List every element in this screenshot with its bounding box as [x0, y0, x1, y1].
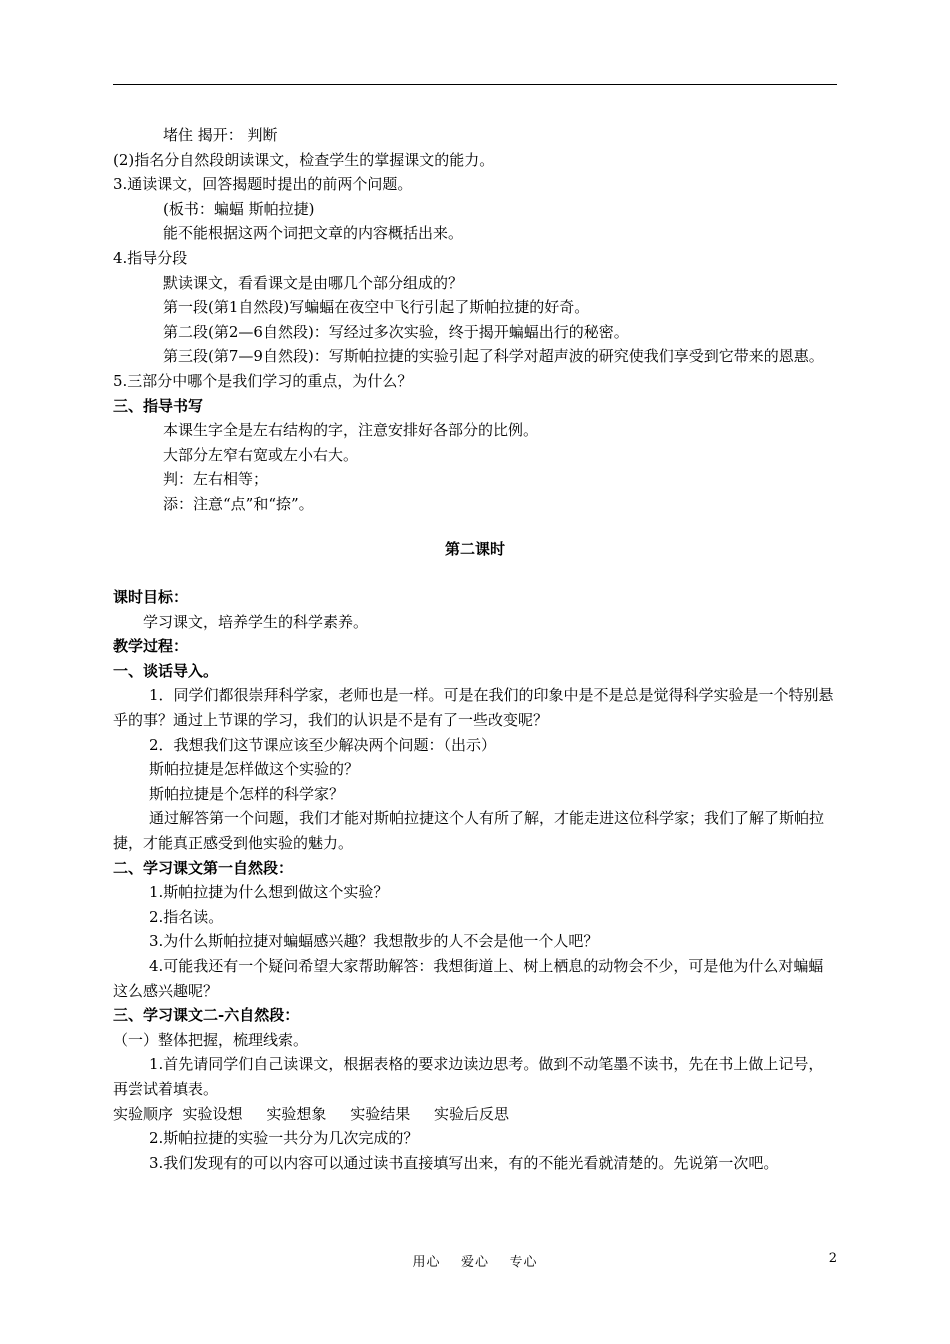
text-line: 学习课文，培养学生的科学素养。	[143, 612, 369, 631]
text-line: 斯帕拉捷是个怎样的科学家？	[149, 784, 345, 803]
text-line: 默读课文，看看课文是由哪几个部分组成的？	[163, 273, 464, 292]
text-line: (板书：蝙蝠 斯帕拉捷)	[163, 199, 315, 218]
section-heading: 一、谈话导入。	[113, 661, 219, 680]
text-line: 2.指名读。	[149, 907, 224, 926]
footer-text: 用心 爱心 专心	[412, 1255, 538, 1270]
text-line: 1.斯帕拉捷为什么想到做这个实验？	[149, 883, 389, 902]
document-body	[113, 123, 837, 1175]
text-line: 能不能根据这两个词把文章的内容概括出来。	[163, 224, 464, 243]
page-footer	[0, 1251, 950, 1271]
section-heading: 课时目标：	[113, 588, 189, 607]
table-header-line: 实验顺序 实验设想 实验想象 实验结果 实验后反思	[113, 1104, 510, 1123]
text-line: 1．同学们都很崇拜科学家，老师也是一样。可是在我们的印象中是不是总是觉得科学实验是一个特别悬乎的事？通过上节课的学习，我们的认识是不是有了一些改变呢？	[113, 686, 834, 730]
text-line: 3.通读课文，回答揭题时提出的前两个问题。	[113, 175, 413, 194]
header-rule	[113, 84, 837, 85]
text-line: 大部分左窄右宽或左小右大。	[163, 445, 359, 464]
spacer	[113, 517, 837, 537]
text-line: 本课生字全是左右结构的字，注意安排好各部分的比例。	[163, 421, 539, 440]
text-line: 3.我们发现有的可以内容可以通过读书直接填写出来，有的不能光看就清楚的。先说第一次吧。	[149, 1153, 779, 1172]
text-line: (2)指名分自然段朗读课文，检查学生的掌握课文的能力。	[113, 150, 495, 169]
text-line: 堵住 揭开： 判断	[163, 126, 278, 144]
text-line: 2.斯帕拉捷的实验一共分为几次完成的？	[149, 1129, 419, 1148]
section-heading: 二、学习课文第一自然段：	[113, 858, 294, 877]
text-line: （一）整体把握，梳理线索。	[113, 1030, 309, 1049]
text-line: 通过解答第一个问题，我们才能对斯帕拉捷这个人有所了解，才能走进这位科学家；我们了解了斯帕拉捷，才能真正感受到他实验的魅力。	[113, 809, 825, 853]
text-line: 第三段(第7—9自然段)：写斯帕拉捷的实验引起了科学对超声波的研究使我们享受到它带来的恩惠。	[163, 347, 824, 366]
text-line: 4.可能我还有一个疑问希望大家帮助解答：我想街道上、树上栖息的动物会不少，可是他为什么对蝙蝠这么感兴趣呢？	[113, 957, 824, 1000]
lesson-title: 第二课时	[444, 539, 505, 558]
text-line: 第一段(第1自然段)写蝙蝠在夜空中飞行引起了斯帕拉捷的好奇。	[163, 298, 590, 317]
section-heading: 三、指导书写	[113, 396, 204, 415]
text-line: 1.首先请同学们自己读课文，根据表格的要求边读边思考。做到不动笔墨不读书，先在书上做上记号，再尝试着填表。	[113, 1055, 824, 1098]
section-heading: 三、学习课文二-六自然段：	[113, 1006, 300, 1025]
text-line: 斯帕拉捷是怎样做这个实验的？	[149, 760, 360, 779]
page-number: 2	[828, 1251, 837, 1266]
text-line: 判：左右相等；	[163, 470, 269, 489]
section-heading: 教学过程：	[113, 637, 189, 656]
text-line: 第二段(第2—6自然段)：写经过多次实验，终于揭开蝙蝠出行的秘密。	[163, 322, 629, 341]
text-line: 2．我想我们这节课应该至少解决两个问题：（出示）	[149, 735, 497, 754]
text-line: 5.三部分中哪个是我们学习的重点，为什么？	[113, 371, 413, 390]
text-line: 添：注意“点”和“捺”。	[163, 494, 314, 513]
spacer	[113, 561, 837, 585]
text-line: 3.为什么斯帕拉捷对蝙蝠感兴趣？我想散步的人不会是他一个人吧？	[149, 932, 599, 951]
text-line: 4.指导分段	[113, 248, 188, 267]
